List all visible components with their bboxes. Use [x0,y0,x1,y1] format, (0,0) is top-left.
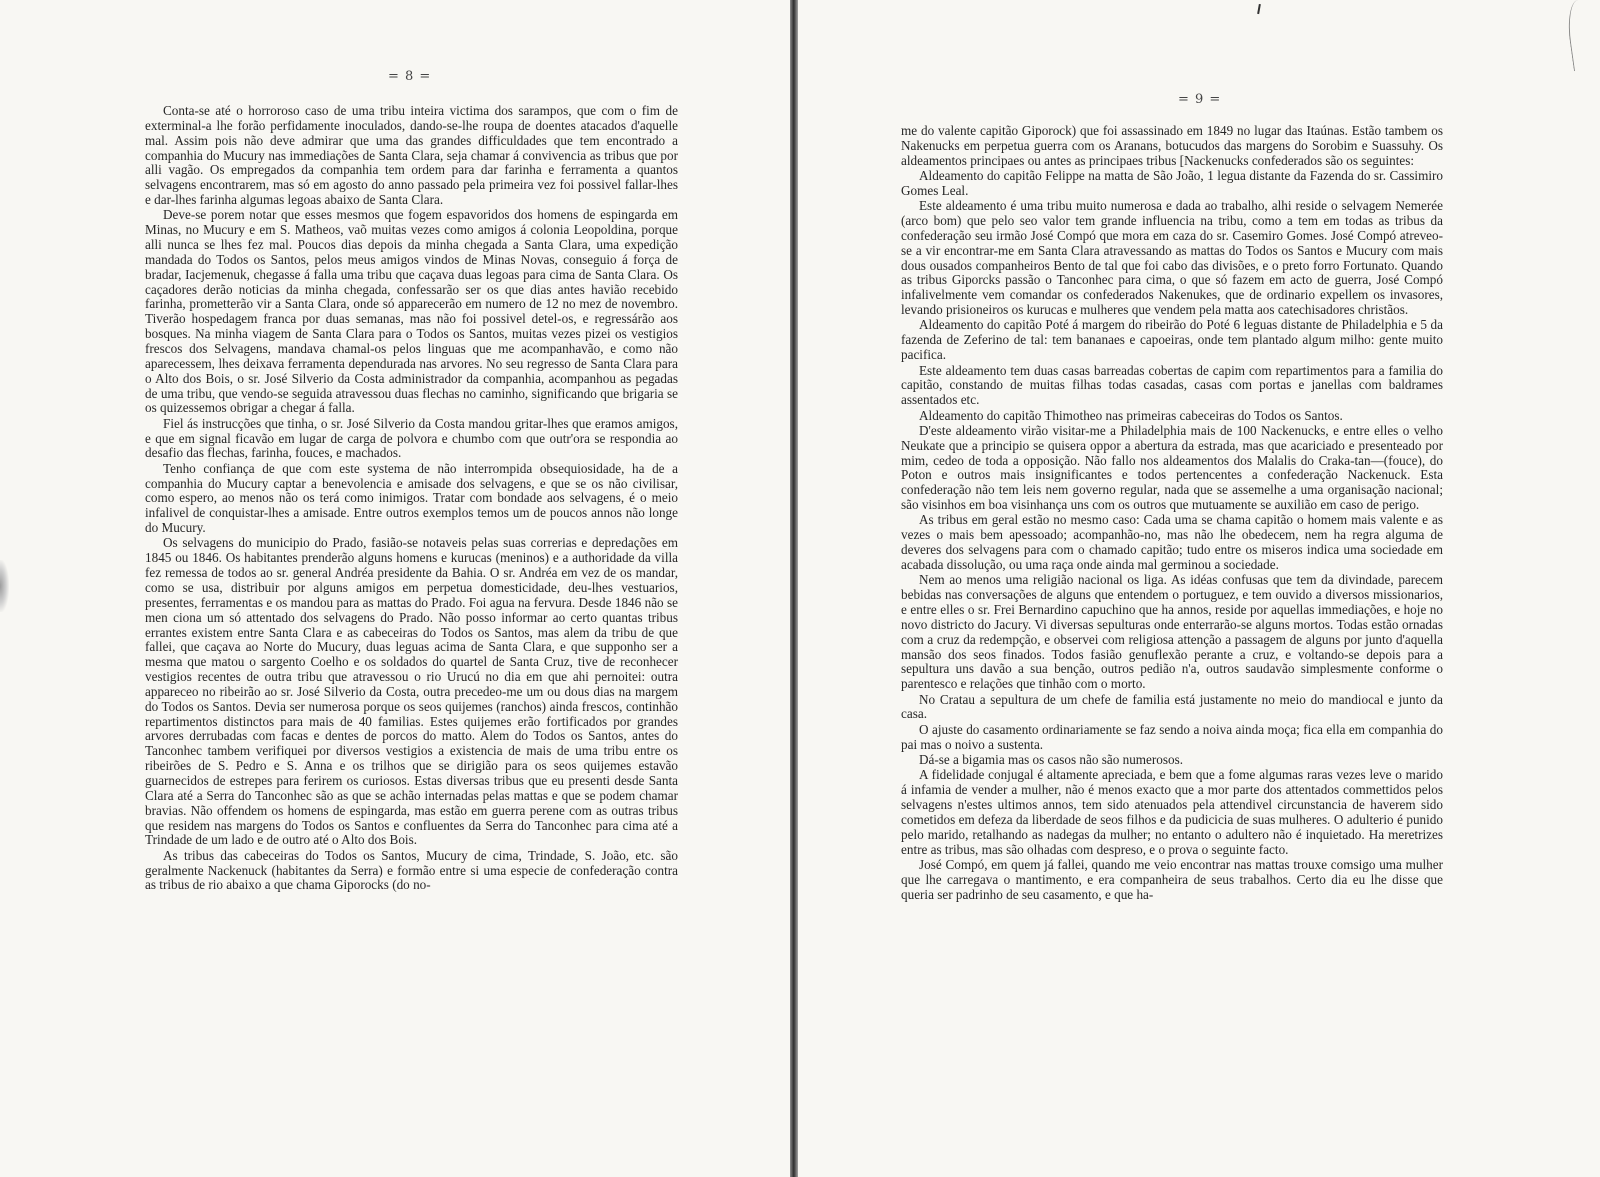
page-number: = 8 = [388,69,432,84]
page-number: = 9 = [1178,92,1222,107]
paragraph: Os selvagens do municipio do Prado, fasião-se notaveis pelas suas correrias e depredações em 1845 ou 1846. Os habitantes prenderão alguns homens e kurucas (meninos) e a authoridade da villa fez remessa de todos ao sr. general Andréa presidente da Bahia. O sr. Andréa em vez de os mandar, como se usa, distribuir por alguns amigos em perpetua domesticidade, deu-lhes vestuarios, presentes, ferramentas e os mandou para as mattas do Prado. Foi agua na fervura. Desde 1846 não se men ciona um só attentado dos selvagens do Prado. Não posso informar ao certo quantas tribus errantes existem entre Santa Clara e as cabeceiras do Todos os Santos, mas alem da tribu de que fallei, que caçava ao Norte do Mucury, duas leguas acima de Santa Clara, e que supponho ser a mesma que matou o sargento Coelho e os soldados do quartel de Santa Cruz, tive de reconhecer vestigios recentes de outra tribu que atravessou o rio Urucú no dia em que ahi pernoitei: outra appareceo no ribeirão ao sr. José Silverio da Costa, outra precedeo-me um ou dous dias na margem do Todos os Santos. Devia ser numerosa porque os seos quijemes (ranchos) ainda frescos, continhão repartimentos distinctos para mais de 40 familias. Estes quijemes erão fortificados por grandes arvores derrubadas com facas e dentes de porcos do matto. Alem do Todos os Santos, antes do Tanconhec tambem verifiquei por diversos vestigios a existencia de mais de uma tribu entre os ribeirões de S. Pedro e S. Anna e os trilhos que se dirigião para os seos quijemes estavão guarnecidos de estrepes para ferirem os curiosos. Estas diversas tribus que eu presenti desde Santa Clara até a Serra do Tanconhec são as que se achão internadas pelas mattas e que se podem chamar bravias. Não offendem os homens de espingarda, mas estão em guerra perene com as outras tribus que residem nas margens do Todos os Santos e confluentes da Serra do Tanconhec para cima até a Trindade de um lado e de outro até o Alto dos Bois. [145,535,678,848]
paragraph: Aldeamento do capitão Poté á margem do ribeirão do Poté 6 leguas distante de Philadelphia e 5 da fazenda de Zeferino de tal: tem bananaes e capoeiras, onde tem plantado algum milho: gente muito pacifica. [901,317,1443,363]
scan-mark [1564,0,1597,71]
paragraph: No Cratau a sepultura de um chefe de familia está justamente no meio do mandiocal e junto da casa. [901,691,1443,722]
paragraph: Dá-se a bigamia mas os casos não são numerosos. [919,751,1184,767]
paragraph: Aldeamento do capitão Thimotheo nas primeiras cabeceiras do Todos os Santos. [919,407,1343,423]
paragraph: O ajuste do casamento ordinariamente se faz sendo a noiva ainda moça; fica ella em companhia do pai mas o noivo a sustenta. [901,721,1443,752]
right-page [798,0,1600,1177]
paragraph: Nem ao menos uma religião nacional os liga. As idéas confusas que tem da divindade, parecem bebidas nas conversações de alguns que entendem o portuguez, e tem ouvido a diversos missionarios, e entre elles o sr. Frei Bernardino capuchino que ha annos, reside por aquellas immediações, e hoje no novo districto do Jacury. Vi diversas sepulturas onde enterrarão-se alguns mortos. Todas estão ornadas com a cruz da redempção, e observei com religiosa attenção a passagem de alguns por junto d'aquella mansão dos seos finados. Todos fasião genuflexão perante a cruz, e voltando-se depois para a sepultura uns davão a sua benção, outros pedião n'a, outros saudavão simplesmente conforme o parentesco e relações que tinhão com o morto. [901,572,1443,692]
scan-edge-shadow [0,560,9,612]
paragraph: Este aldeamento é uma tribu muito numerosa e dada ao trabalho, alhi reside o selvagem Nemerée (arco bom) que pelo seo valor tem grande influencia na tribu, como a tem em todas as tribus da confederação seu irmão José Compó que mora em caza do sr. Casemiro Gomes. José Compó atreveo-se a vir encontrar-me em Santa Clara atravessando as mattas do Todos os Santos e Mucury com mais dous ousados companheiros Bento de tal que foi cabo das divisões, e o preto forro Fortunato. Quando as tribus Giporcks passão o Tanconhec para cima, o que só fazem em acto de guerra, José Compó infalivelmente vem comandar os confederados Nakenukes, que de ordinario expellem os invasores, levando prisioneiros os kurucas e mulheres que vendem pela matta aos catechisadores christãos. [901,198,1443,318]
paragraph: A fidelidade conjugal é altamente apreciada, e bem que a fome algumas raras vezes leve o marido á infamia de vender a mulher, não é menos exacto que a mor parte dos attentados commettidos pelos selvagens n'estes ultimos annos, tem sido atenuados pela attendivel circunstancia de haverem sido cometidos em defeza da liberdade de seos filhos e da pudicicia de suas mulheres. O adulterio é punido pelo marido, retalhando as nadegas da mulher; no entanto o adultero não é inquietado. Ha meretrizes entre as tribus, mas são olhadas com despreso, e o prova o seguinte facto. [901,767,1443,857]
paragraph: Este aldeamento tem duas casas barreadas cobertas de capim com repartimentos para a familia do capitão, constando de muitas filhas todas casadas, casas com portas e janellas com baldrames assentados etc. [901,362,1443,408]
paragraph: Tenho confiança de que com este systema de não interrompida obsequiosidade, ha de a companhia do Mucury captar a benevolencia e amisade dos selvagens, e que se os não civilisar, como espero, ao menos não os terá como inimigos. Tratar com bondade aos selvagens, é o meio infalivel de conquistar-lhes a amisade. Entre outros exemplos temos um de poucos annos não longe do Mucury. [145,460,678,536]
paragraph: Fiel ás instrucções que tinha, o sr. José Silverio da Costa mandou gritar-lhes que eramos amigos, e que em signal ficavão em lugar de carga de polvora e chumbo com que outr'ora se respondia ao desafio das flechas, farinha, fouces, e machados. [145,415,678,461]
right-page-text [901,124,1443,903]
paragraph: As tribus em geral estão no mesmo caso: Cada uma se chama capitão o homem mais valente e as vezes o mais bem apessoado; acompanhão-no, mas não lhe obedecem, nem ha regra alguma de deveres dos selvagens para com o chamado capitão; tudo entre os miseros indica uma sociedade em acabada dissolução, ou uma raça onde ainda mal germinou a sociedade. [901,512,1443,572]
scan-mark [1257,4,1260,14]
paragraph: José Compó, em quem já fallei, quando me veio encontrar nas mattas trouxe comsigo uma mulher que lhe carregava o mantimento, e era companheira de seus trabalhos. Certo dia eu lhe disse que queria ser padrinho de seu casamento, e que ha- [901,856,1443,902]
book-gutter [790,0,798,1177]
paragraph: D'este aldeamento virão visitar-me a Philadelphia mais de 100 Nackenucks, e entre elles o velho Neukate que a principio se quisera oppor a abertura da estrada, mas que acariciado e presenteado por mim, cedeo de toda a opposição. Não fallo nos aldeamentos dos Malalis do Craka-tan—(fouce), do Poton e outros mais insignificantes e todos pertencentes a confederação Nackenuck. Esta confederação não tem leis nem governo regular, nada que se assemelhe a uma organisação nacional; são visinhos em boa visinhança uns com os outros que mutuamente se auxilião em caso de perigo. [901,422,1443,513]
paragraph: Deve-se porem notar que esses mesmos que fogem espavoridos dos homens de espingarda em Minas, no Mucury e em S. Matheos, vaõ muitas vezes como amigos á colonia Leopoldina, porque alli nunca se lhes fez mal. Poucos dias depois da minha chegada a Santa Clara, uma expedição mandada do Todos os Santos, pelos meus amigos vindos de Minas Novas, conseguio á força de bradar, Iacjemenuk, chegasse á falla uma tribu que caçava duas legoas para cima de Santa Clara. Os caçadores derão noticias da minha chegada, confessarão ser os que dias antes havião recebido farinha, prometterão vir a Santa Clara, onde só apparecerão em numero de 12 no mez de novembro. Tiverão hospedagem franca por duas semanas, mas não foi possivel detel-os, e regressárão aos bosques. Na minha viagem de Santa Clara para o Todos os Santos, muitas vezes pizei os vestigios frescos dos Selvagens, mandava chamal-os pelos linguas que me acompanhavão, e como não aparecessem, lhes deixava ferramenta dependurada nas arvores. No seu regresso de Santa Clara para o Alto dos Bois, o sr. José Silverio da Costa administrador da companhia, acompanhou as pegadas de uma tribu, que vendo-se seguida atravessou duas flechas no caminho, significando que brigaria se os quizessemos obrigar a chegar á falla. [145,207,678,416]
paragraph: Conta-se até o horroroso caso de uma tribu inteira victima dos sarampos, que com o fim de exterminal-a lhe forão perfidamente inoculados, dando-se-lhe roupa de doentes atacados d'aquelle mal. Assim pois não deve admirar que uma das grandes difficuldades que tem encontrado a companhia do Mucury nas immediações de Santa Clara, seja chamar á convivencia as tribus que por alli vagão. Os empregados da companhia tem ordem para dar farinha e ferramenta a quantos selvagens encontrarem, mas só em agosto do anno passado pela primeira vez foi possivel fallar-lhes e dar-lhes farinha algumas legoas abaixo de Santa Clara. [145,103,678,208]
left-page-text [145,104,678,894]
paragraph: me do valente capitão Giporock) que foi assassinado em 1849 no lugar das Itaúnas. Estão tambem os Nakenucks em perpetua guerra com os Aranans, botucudos das margens do Sorobim e Suassuhy. Os aldeamentos principaes ou antes as principaes tribus [Nackenucks confederados são os seguintes: [901,123,1443,168]
paragraph: Aldeamento do capitão Felippe na matta de São João, 1 legua distante da Fazenda do sr. Cassimiro Gomes Leal. [901,168,1443,198]
left-page [0,0,790,1177]
paragraph: As tribus das cabeceiras do Todos os Santos, Mucury de cima, Trindade, S. João, etc. são geralmente Nackenuck (habitantes da Serra) e formão entre si uma especie de confederação contra as tribus de rio abaixo a que chama Giporocks (do no- [145,847,678,893]
